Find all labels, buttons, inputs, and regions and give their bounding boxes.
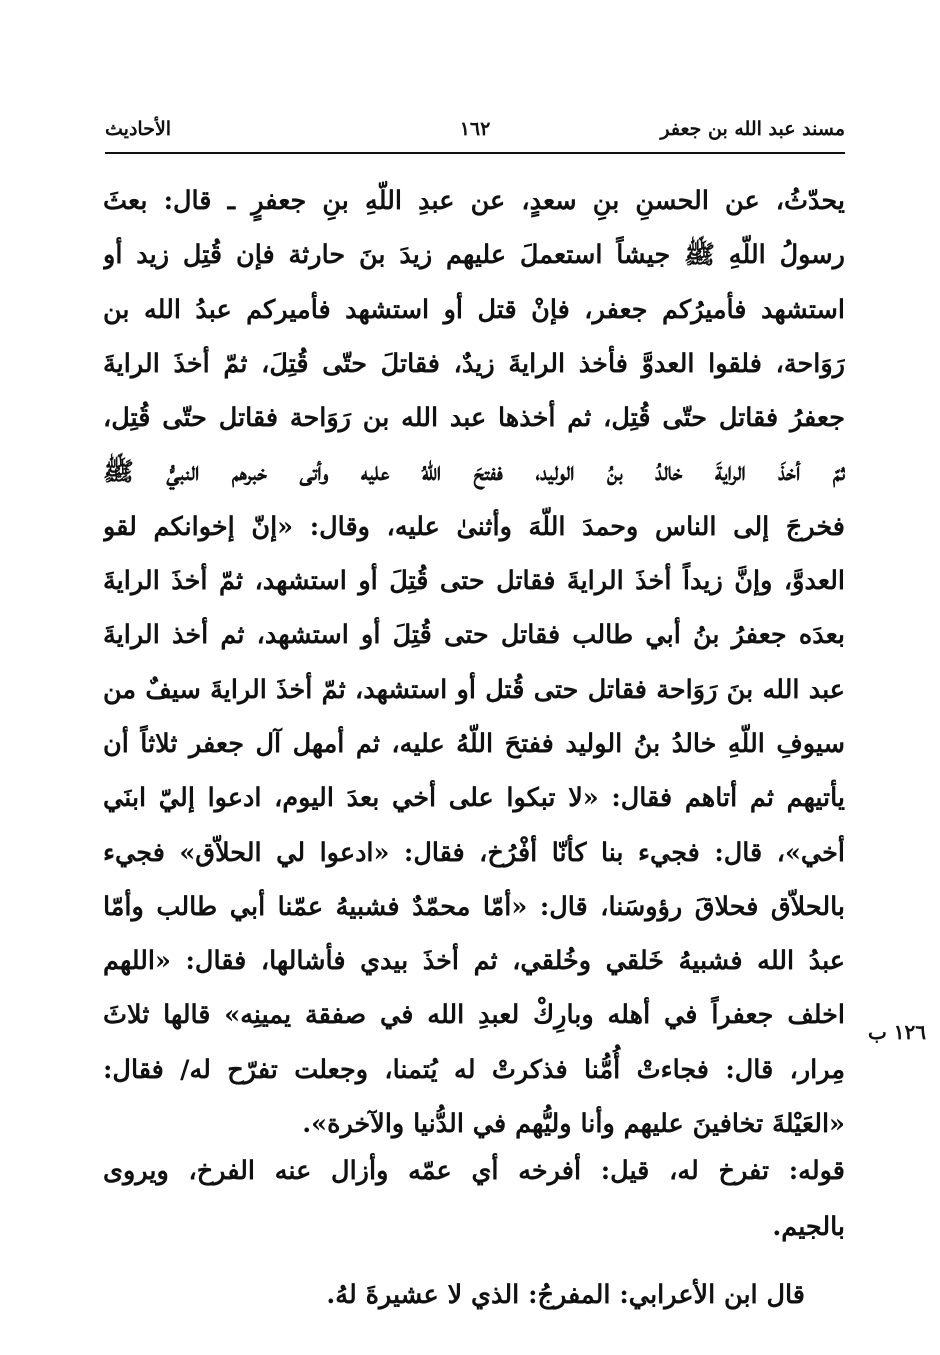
note-line: قوله: تفرخ له، قيل: أفرخه أي عمّه وأزال عنه الفرخ، ويروى: [103, 1156, 845, 1186]
text-line: مِرار، قال: فجاءتْ أُمُّنا فذكرتْ له يُتمنا، وجعلت تفرّح له/ فقال:: [103, 1054, 845, 1085]
text-line: جعفرُ فقاتل حتّى قُتِل، ثم أخذها عبد الله بن رَوَاحة فقاتل حتّى قُتِل،: [103, 403, 845, 434]
text-line: استشهد فأميرُكم جعفر، فإنْ قتل أو استشهد فأميركم عبدُ الله بن: [103, 294, 845, 325]
text-line: يأتيهم ثم أتاهم فقال: «لا تبكوا على أخي بعدَ اليوم، ادعوا إليّ ابنَي: [103, 783, 845, 814]
page-header: [105, 118, 845, 152]
page-number: ١٦٢: [459, 118, 491, 140]
text-line: عبد الله بنَ رَوَاحة فقاتل حتى قُتل أو استشهد، ثمّ أخذَ الرايةَ سيفٌ من: [103, 674, 845, 705]
text-line: رسولُ اللّهِ ﷺ جيشاً استعملَ عليهم زيدَ بنَ حارثة فإن قُتِل زيد أو: [103, 240, 845, 271]
text-line: العدوَّ، وإنَّ زيداً أخذَ الرايةَ فقاتل حتى قُتِلَ أو استشهد، ثمّ أخذَ الرايةَ: [103, 566, 845, 597]
text-line: يحدّثُ، عن الحسنِ بنِ سعدٍ، عن عبدِ اللّهِ بنِ جعفرٍ ـ قال: بعثَ: [103, 186, 845, 216]
text-line: عبدُ الله فشبيهُ خَلقي وخُلقي، ثم أخذَ بيدي فأشالها، فقال: «اللهم: [103, 946, 845, 977]
text-line: «العَيْلةَ تخافينَ عليهم وأنا وليُّهم في الدُّنيا والآخرة».: [302, 1109, 845, 1140]
main-text: [103, 174, 845, 1151]
book-title: مسند عبد الله بن جعفر: [660, 118, 845, 140]
section-title: الأحاديث: [105, 118, 172, 140]
text-line: ثمّ أخذَ الرايةَ خالدُ بنُ الوليد، ففتحَ اللّهُ عليه وأتى خبرهم النبيُّ ﷺ: [103, 457, 845, 488]
note-line: بالجيم.: [772, 1212, 845, 1242]
text-line: بالحلاّق فحلاقَ رؤوسَنا، قال: «أمّا محمّدٌ فشبيهُ عمّنا أبي طالب وأمّا: [103, 891, 845, 922]
text-line: بعدَه جعفرُ بنُ أبي طالب فقاتل حتى قُتِلَ أو استشهد، ثم أخذ الرايةَ: [103, 620, 845, 651]
commentary-notes: [103, 1143, 845, 1323]
text-line: اخلف جعفراً في أهله وبارِكْ لعبدِ الله في صفقة يمينِه» قالها ثلاثَ: [103, 1000, 845, 1031]
text-line: أخي»، قال: فجيء بنا كأنّا أفْرُخ، فقال: «ادعوا لي الحلاّق» فجيء: [103, 837, 845, 868]
text-line: فخرجَ إلى الناس وحمدَ اللّهَ وأثنىٰ عليه، وقال: «إنّ إخوانكم لقو: [103, 511, 845, 542]
text-line: رَوَاحة، فلقوا العدوَّ فأخذ الرايةَ زيدٌ، فقاتلَ حتّى قُتِلَ، ثمّ أخذَ الرايةَ: [103, 348, 845, 379]
note-line: قال ابن الأعرابي: المفرجُ: الذي لا عشيرةَ لهُ.: [326, 1280, 805, 1310]
header-rule: [105, 152, 845, 154]
text-line: سيوفِ اللّهِ خالدُ بنُ الوليد ففتحَ اللّهُ عليه، ثم أمهل آل جعفر ثلاثاً أن: [103, 728, 845, 759]
manuscript-folio-marker: ١٢٦ ب: [868, 1020, 927, 1044]
